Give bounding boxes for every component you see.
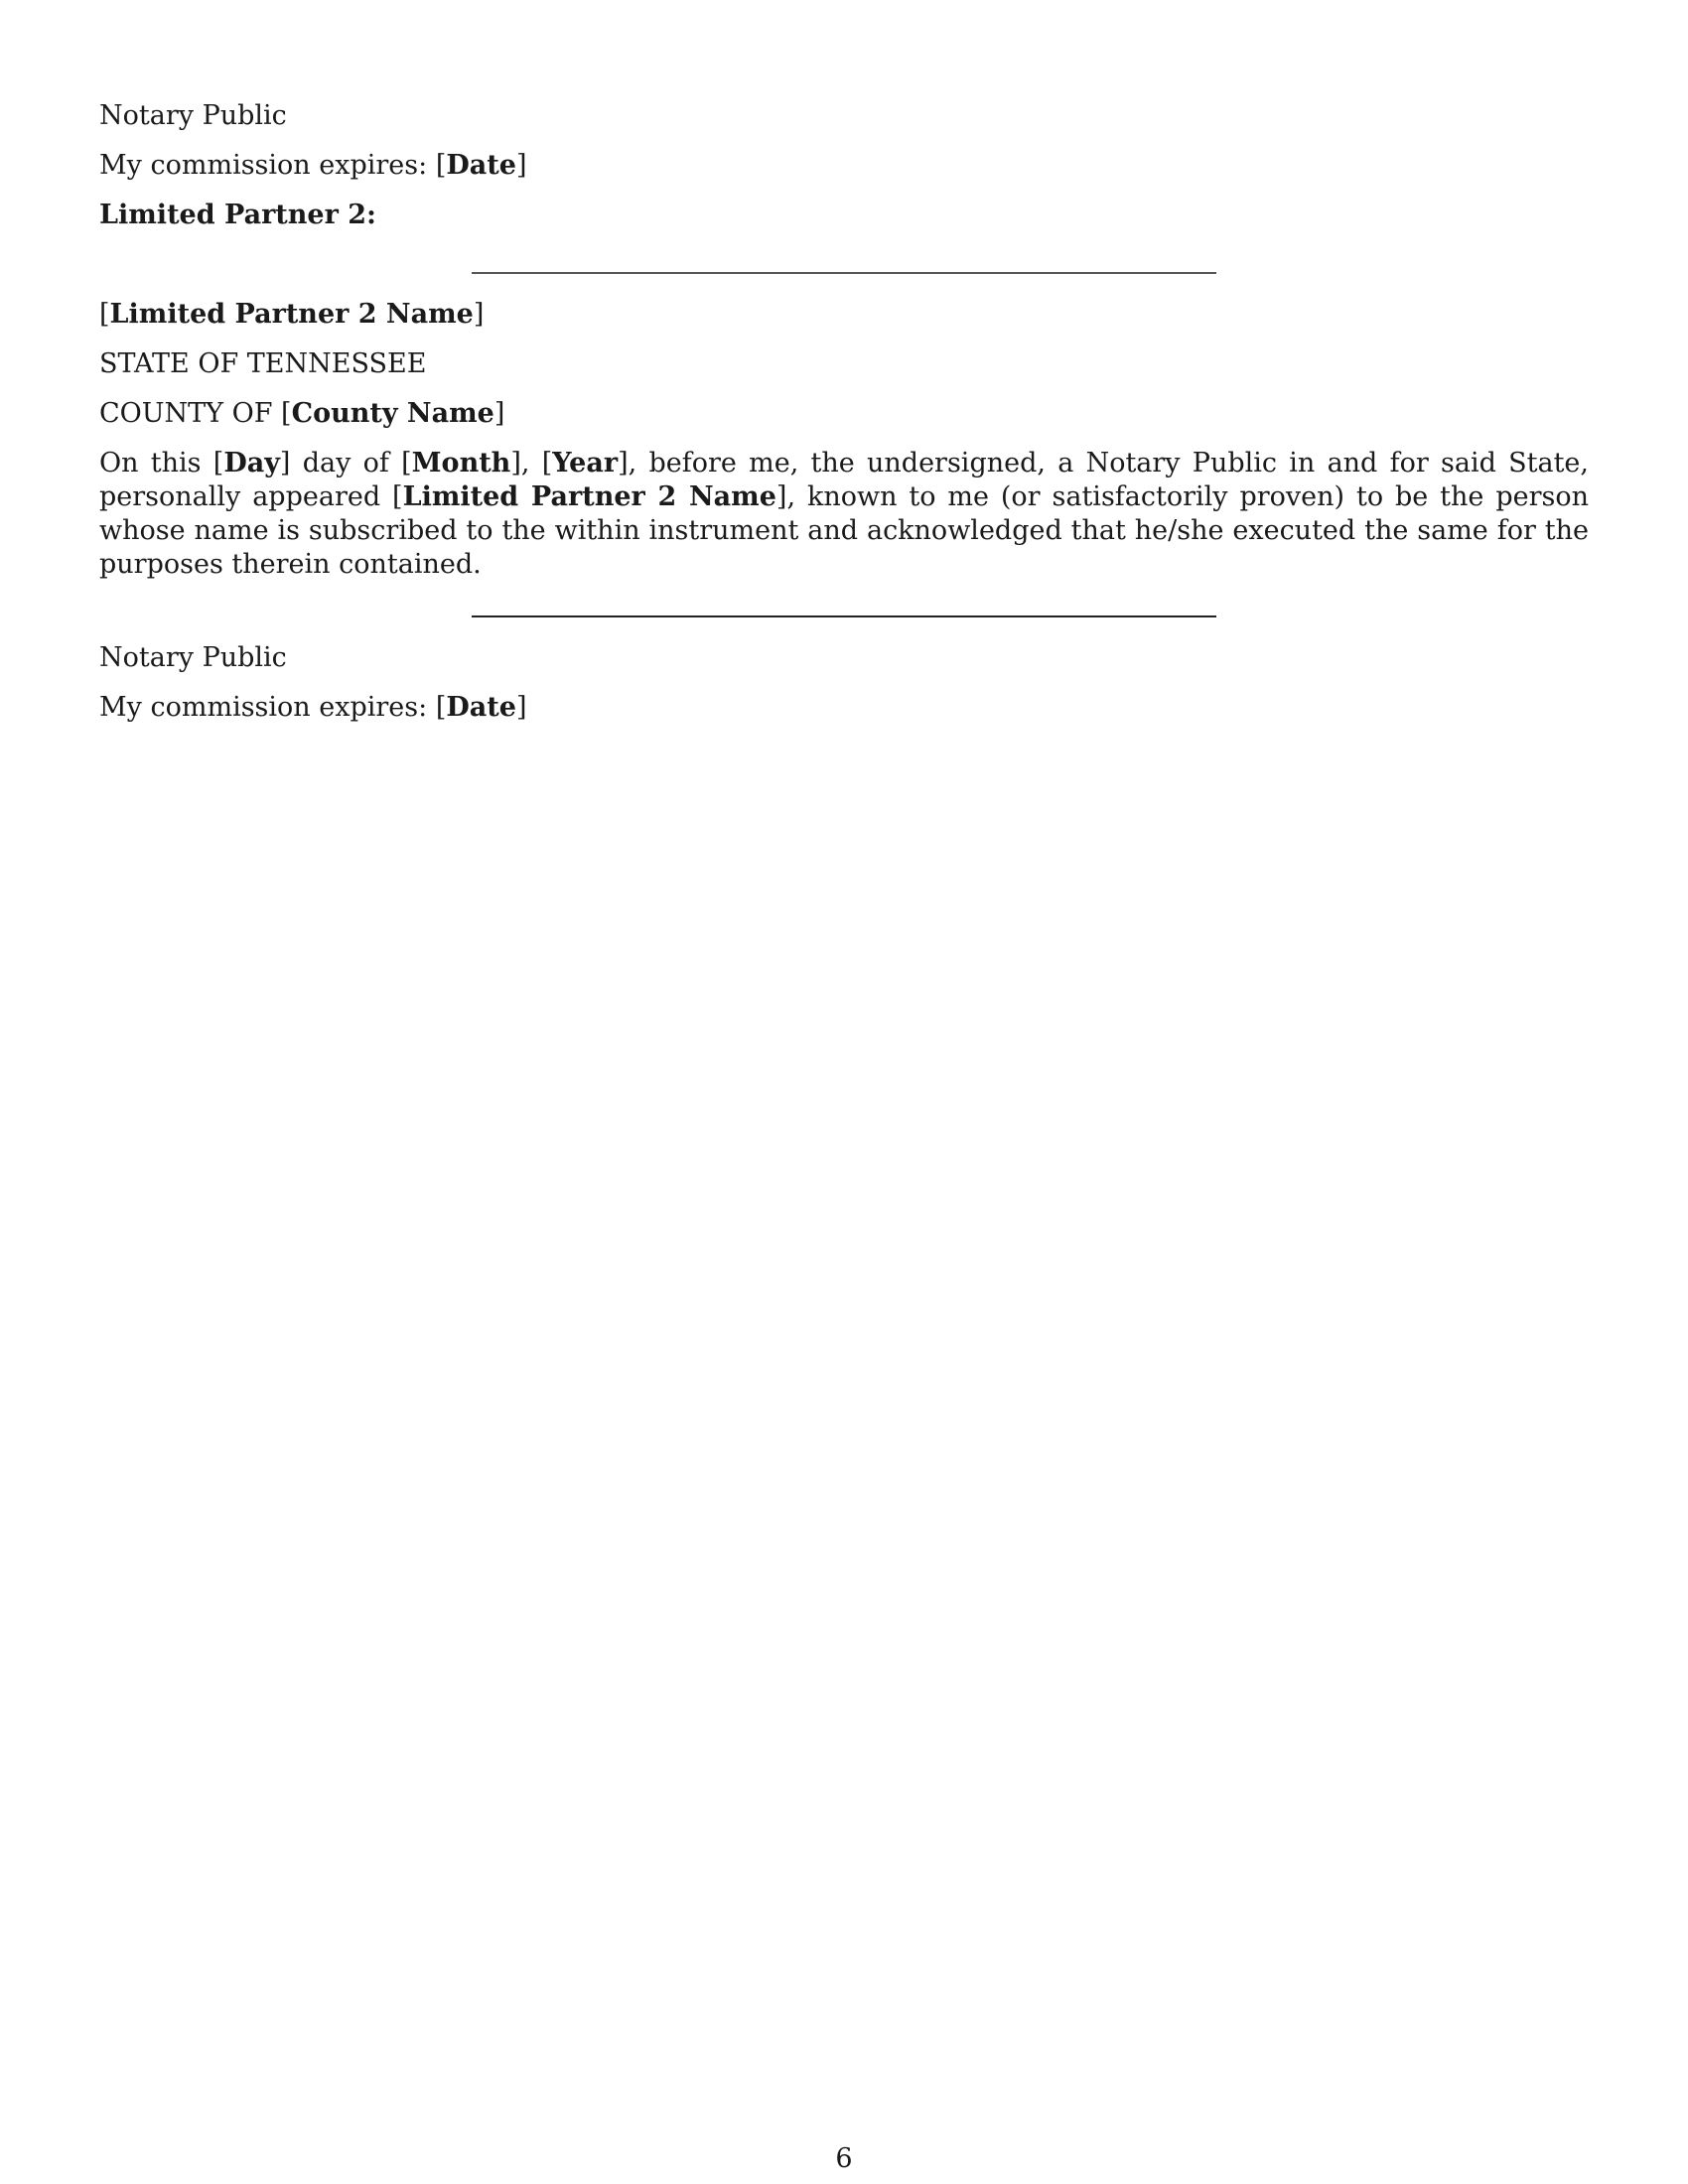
notary-signature-line [472, 615, 1216, 617]
year-placeholder: Year [552, 448, 619, 478]
commission-expires-label: My commission expires: [99, 150, 428, 181]
partner-signature-line [472, 272, 1216, 274]
commission-expires-line-1: My commission expires: [Date] [99, 150, 527, 181]
document-page [99, 99, 1589, 741]
month-placeholder: Month [411, 448, 511, 478]
notary-public-label-1: Notary Public [99, 100, 287, 131]
date-placeholder: Date [446, 692, 516, 723]
commission-expires-label: My commission expires: [99, 692, 428, 723]
ack-name-placeholder: Limited Partner 2 Name [402, 481, 776, 512]
state-line: STATE OF TENNESSEE [99, 348, 427, 379]
notary-public-label-2: Notary Public [99, 642, 287, 673]
commission-expires-line-2: My commission expires: [Date] [99, 692, 527, 723]
county-line: COUNTY OF [County Name] [99, 398, 505, 429]
partner-name-placeholder: Limited Partner 2 Name [109, 299, 474, 330]
partner-heading: Limited Partner 2: [99, 200, 376, 230]
date-placeholder: Date [446, 150, 516, 181]
acknowledgment-paragraph: On this [Day] day of [Month], [Year], before me, the undersigned, a Notary Public in and for said State, personally appeared [Limited Partner 2 Name], known to me (or satisfactorily proven) to be the person whose name is subscribed to the within instrument and acknowledged that he/she executed the same for the purposes therein contained. [99, 448, 1589, 580]
county-placeholder: County Name [291, 398, 494, 429]
day-placeholder: Day [223, 448, 280, 478]
page-number: 6 [835, 2143, 853, 2174]
partner-name-line: [Limited Partner 2 Name] [99, 299, 485, 330]
county-label: COUNTY OF [99, 398, 273, 429]
